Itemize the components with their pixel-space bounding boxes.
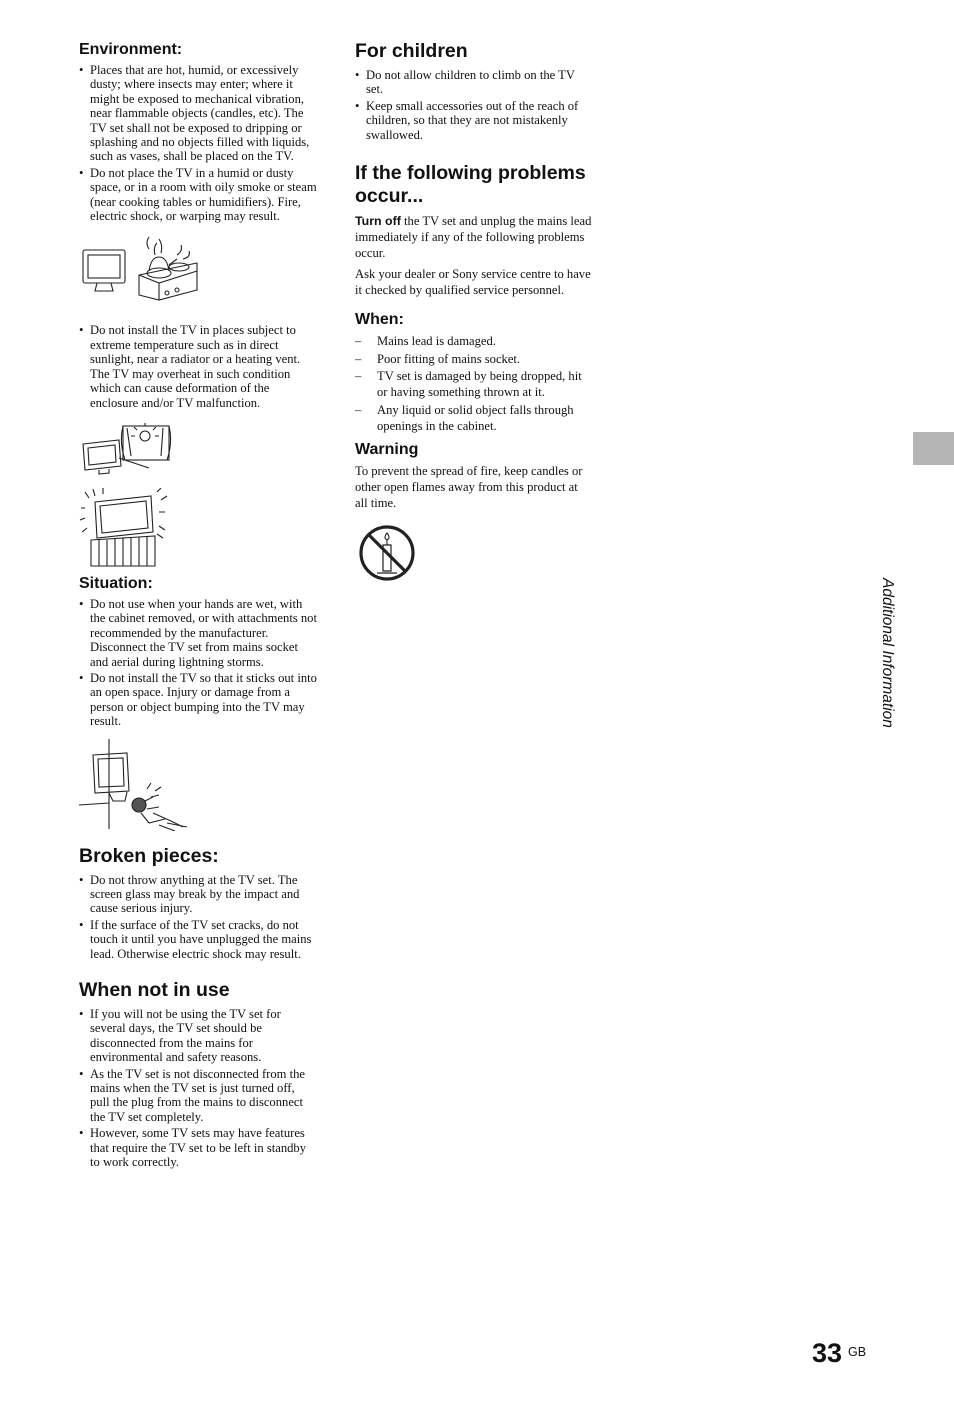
environment-heading: Environment: [79, 41, 183, 58]
environment-list-b [79, 323, 317, 409]
tv-over-radiator-icon [79, 488, 317, 568]
situation-heading: Situation: [79, 574, 153, 592]
list-item: – TV set is damaged by being dropped, hit or having something thrown at it. [355, 368, 593, 400]
list-item: – Mains lead is damaged. [355, 333, 593, 349]
turn-off-lead: Turn off [355, 214, 401, 229]
section-side-label: Additional Information [879, 578, 896, 728]
problems-paragraph-1 [355, 213, 593, 261]
environment-list-a [79, 63, 317, 223]
list-item: • Do not install the TV so that it sticks out into an open space. Injury or damage from a person or object bumping into the TV may result. [79, 671, 317, 729]
list-item: • Do not use when your hands are wet, with the cabinet removed, or with attachments not recommended by the manufacturer. Disconnect the TV set from mains socket and aerial during lightning storms. [79, 597, 317, 669]
person-bumping-tv-icon [79, 739, 317, 831]
warning-text: To prevent the spread of fire, keep candles or other open flames away from this product at all time. [355, 463, 583, 510]
when-heading: When: [355, 311, 404, 329]
list-item: – Any liquid or solid object falls through openings in the cabinet. [355, 402, 593, 434]
list-item: • If the surface of the TV set cracks, do not touch it until you have unplugged the mains lead. Otherwise electric shock may result. [79, 918, 317, 961]
tv-near-sunlight-icon [79, 422, 317, 478]
list-item: • Places that are hot, humid, or excessively dusty; where insects may enter; where it might be exposed to mechanical vibration, near flammable objects (candles, etc). The TV set shall not be exposed to dripping or splashing and no objects filled with liquids, such as vases, shall be placed on the TV. [79, 63, 317, 164]
when-not-in-use-heading: When not in use [79, 979, 230, 1001]
when-list [355, 333, 593, 434]
warning-heading: Warning [355, 440, 419, 458]
broken-pieces-list [79, 873, 317, 961]
list-item: • However, some TV sets may have features that require the TV set to be left in standby to work correctly. [79, 1126, 317, 1169]
for-children-heading: For children [355, 40, 468, 62]
left-column [79, 40, 317, 1171]
no-candle-icon [357, 523, 417, 583]
right-column [355, 40, 593, 583]
list-item: – Poor fitting of mains socket. [355, 351, 593, 367]
for-children-list [355, 68, 593, 142]
list-item: • Keep small accessories out of the reach of children, so that they are not mistakenly swallowed. [355, 99, 593, 142]
when-not-in-use-list [79, 1007, 317, 1169]
list-item: • Do not place the TV in a humid or dusty space, or in a room with oily smoke or steam (near cooking tables or humidifiers). Fire, electric shock, or warping may result. [79, 166, 317, 224]
situation-list [79, 597, 317, 729]
list-item: • Do not allow children to climb on the TV set. [355, 68, 593, 97]
broken-pieces-heading: Broken pieces: [79, 844, 219, 867]
page-number-suffix: GB [848, 1345, 867, 1359]
problems-heading: If the following problems occur... [355, 162, 586, 208]
tv-near-steam-icon [79, 235, 317, 315]
list-item: • As the TV set is not disconnected from the mains when the TV set is just turned off, pull the plug from the mains to disconnect the TV set completely. [79, 1067, 317, 1125]
section-tab-marker [913, 432, 954, 465]
list-item: • If you will not be using the TV set for several days, the TV set should be disconnected from the mains for environmental and safety reasons. [79, 1007, 317, 1065]
list-item: • Do not throw anything at the TV set. The screen glass may break by the impact and cause serious injury. [79, 873, 317, 916]
list-item: • Do not install the TV in places subject to extreme temperature such as in direct sunlight, near a radiator or a heating vent. The TV may overheat in such condition which can cause deformation of the enclosure and/or TV malfunction. [79, 323, 317, 409]
problems-paragraph-2: Ask your dealer or Sony service centre to have it checked by qualified service personnel. [355, 267, 591, 298]
page-number: 33 [812, 1338, 843, 1368]
problems-paragraph-1-text: the TV set and unplug the mains lead immediately if any of the following problems occur. [355, 214, 592, 261]
